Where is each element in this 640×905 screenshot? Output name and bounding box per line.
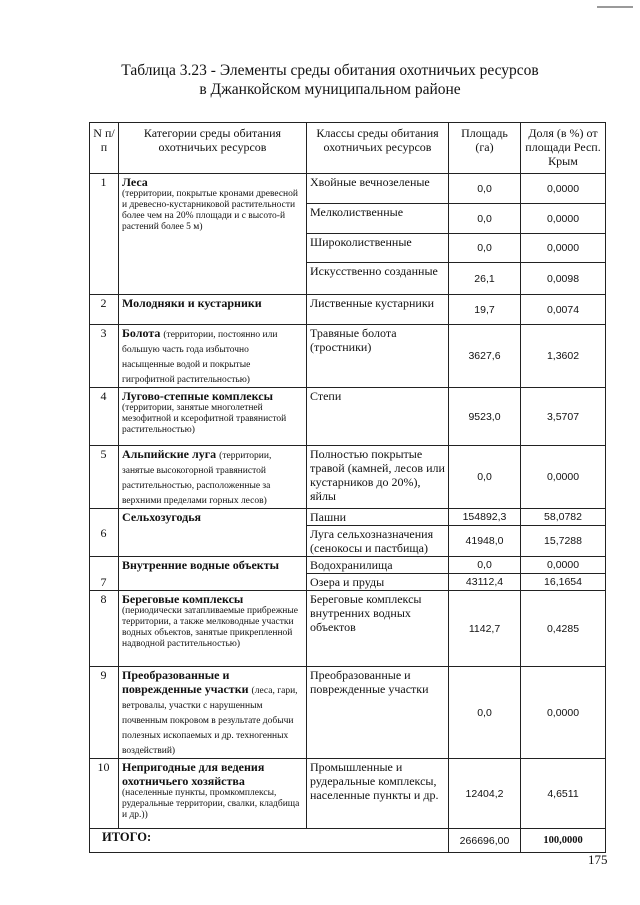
- share-cell: 0,0000: [521, 446, 606, 509]
- area-cell: 0,0: [449, 174, 521, 204]
- area-cell: 43112,4: [449, 574, 521, 591]
- total-label: ИТОГО:: [90, 829, 449, 853]
- habitat-elements-table: [89, 122, 606, 853]
- area-cell: 9523,0: [449, 388, 521, 446]
- class-cell: Береговые комплексы внутренних водных объектов: [307, 591, 449, 667]
- area-cell: 41948,0: [449, 526, 521, 557]
- share-cell: 0,0000: [521, 557, 606, 574]
- share-cell: 0,0000: [521, 204, 606, 234]
- class-cell: Водохранилища: [307, 557, 449, 574]
- class-cell: Пашни: [307, 509, 449, 526]
- share-cell: 15,7288: [521, 526, 606, 557]
- header-classes: Классы среды обитания охотничьих ресурсов: [307, 123, 449, 174]
- class-cell: Широколиственные: [307, 234, 449, 263]
- table-row: [90, 295, 606, 325]
- area-cell: 12404,2: [449, 759, 521, 829]
- category-cell: [119, 295, 307, 325]
- category-cell: [119, 509, 307, 557]
- category-name: Внутренние водные объекты: [122, 558, 279, 572]
- class-cell: Лиственные кустарники: [307, 295, 449, 325]
- class-cell: Мелколиственные: [307, 204, 449, 234]
- category-description: (территории, занятые высокогорной травянистой растительностью, расположенные за верхними пределами горных лесов): [122, 451, 272, 506]
- area-cell: 19,7: [449, 295, 521, 325]
- table-row: [90, 759, 606, 829]
- category-cell: [119, 388, 307, 446]
- category-cell: [119, 557, 307, 591]
- area-cell: 0,0: [449, 667, 521, 759]
- category-cell: [119, 325, 307, 388]
- category-description: (территории, покрытые кронами древесной и древесно-кустарниковой растительности более чем на 20% площади и с высото-й растений более 5 м): [122, 189, 298, 232]
- row-number: 3: [90, 325, 119, 388]
- category-cell: [119, 759, 307, 829]
- scan-edge-mark: [597, 6, 633, 8]
- class-cell: Полностью покрытые травой (камней, лесов или кустарников до 20%), яйлы: [307, 446, 449, 509]
- category-name: Леса: [122, 175, 148, 189]
- row-number: 10: [90, 759, 119, 829]
- share-cell: 0,0000: [521, 174, 606, 204]
- table-row: [90, 509, 606, 526]
- table-title-line-2: в Джанкойском муниципальном районе: [199, 81, 461, 98]
- class-cell: Травяные болота (тростники): [307, 325, 449, 388]
- area-cell: 0,0: [449, 557, 521, 574]
- share-cell: 16,1654: [521, 574, 606, 591]
- table-row: [90, 325, 606, 388]
- total-row: [90, 829, 606, 853]
- header-n: N п/п: [90, 123, 119, 174]
- header-category: Категории среды обитания охотничьих ресурсов: [119, 123, 307, 174]
- category-name: Береговые комплексы: [122, 592, 244, 606]
- category-cell: [119, 174, 307, 295]
- class-cell: Искусственно созданные: [307, 263, 449, 295]
- row-number: 7: [90, 557, 119, 591]
- category-cell: [119, 591, 307, 667]
- row-number: 2: [90, 295, 119, 325]
- table-header-row: [90, 123, 606, 174]
- category-description: (территории, постоянно или большую часть года избыточно насыщенные водой и покрытые гигрофитной растительностью): [122, 330, 278, 385]
- table-row: [90, 591, 606, 667]
- page-number: 175: [588, 852, 608, 867]
- category-name: Преобразованные и поврежденные участки: [122, 668, 249, 696]
- share-cell: 0,0074: [521, 295, 606, 325]
- table-row: [90, 446, 606, 509]
- class-cell: Луга сельхозназначения (сенокосы и пастбища): [307, 526, 449, 557]
- share-cell: 0,0098: [521, 263, 606, 295]
- class-cell: Преобразованные и поврежденные участки: [307, 667, 449, 759]
- row-number: 8: [90, 591, 119, 667]
- category-name: Непригодные для ведения охотничьего хозяйства: [122, 760, 265, 788]
- category-description: (территории, занятые многолетней мезофитной и ксерофитной травянистой растительностью): [122, 403, 287, 435]
- table-title-line-1: Таблица 3.23 - Элементы среды обитания охотничьих ресурсов: [121, 62, 539, 79]
- category-description: (леса, гари, ветровалы, участки с нарушенным почвенным покровом в результате добычи полезных ископаемых и др. техногенных воздействий): [122, 686, 298, 756]
- class-cell: Промышленные и рудеральные комплексы, населенные пункты и др.: [307, 759, 449, 829]
- share-cell: 58,0782: [521, 509, 606, 526]
- class-cell: Озера и пруды: [307, 574, 449, 591]
- table-row: [90, 667, 606, 759]
- total-share: 100,0000: [521, 829, 606, 853]
- area-cell: 3627,6: [449, 325, 521, 388]
- share-cell: 0,4285: [521, 591, 606, 667]
- row-number: 9: [90, 667, 119, 759]
- class-cell: Хвойные вечнозеленые: [307, 174, 449, 204]
- category-name: Молодняки и кустарники: [122, 296, 262, 310]
- share-cell: 4,6511: [521, 759, 606, 829]
- table-row: [90, 388, 606, 446]
- category-description: (периодически затапливаемые прибрежные территории, а также мелководные участки водных объектов, занятые прикрепленной надводной растительностью): [122, 606, 298, 649]
- area-cell: 0,0: [449, 446, 521, 509]
- total-area: 266696,00: [449, 829, 521, 853]
- category-description: (населенные пункты, промкомплексы, рудеральные территории, свалки, кладбища и др.)): [122, 788, 300, 820]
- area-cell: 26,1: [449, 263, 521, 295]
- share-cell: 0,0000: [521, 667, 606, 759]
- category-cell: [119, 667, 307, 759]
- share-cell: 0,0000: [521, 234, 606, 263]
- row-number: 4: [90, 388, 119, 446]
- category-name: Болота: [122, 326, 161, 340]
- category-name: Лугово-степные комплексы: [122, 389, 273, 403]
- row-number: 6: [90, 509, 119, 557]
- row-number: 1: [90, 174, 119, 295]
- share-cell: 3,5707: [521, 388, 606, 446]
- table-row: [90, 557, 606, 574]
- class-cell: Степи: [307, 388, 449, 446]
- area-cell: 0,0: [449, 204, 521, 234]
- share-cell: 1,3602: [521, 325, 606, 388]
- area-cell: 0,0: [449, 234, 521, 263]
- area-cell: 154892,3: [449, 509, 521, 526]
- row-number: 5: [90, 446, 119, 509]
- table-row: [90, 174, 606, 204]
- header-share: Доля (в %) от площади Респ. Крым: [521, 123, 606, 174]
- area-cell: 1142,7: [449, 591, 521, 667]
- category-cell: [119, 446, 307, 509]
- header-area: Площадь (га): [449, 123, 521, 174]
- category-name: Альпийские луга: [122, 447, 217, 461]
- category-name: Сельхозугодья: [122, 510, 202, 524]
